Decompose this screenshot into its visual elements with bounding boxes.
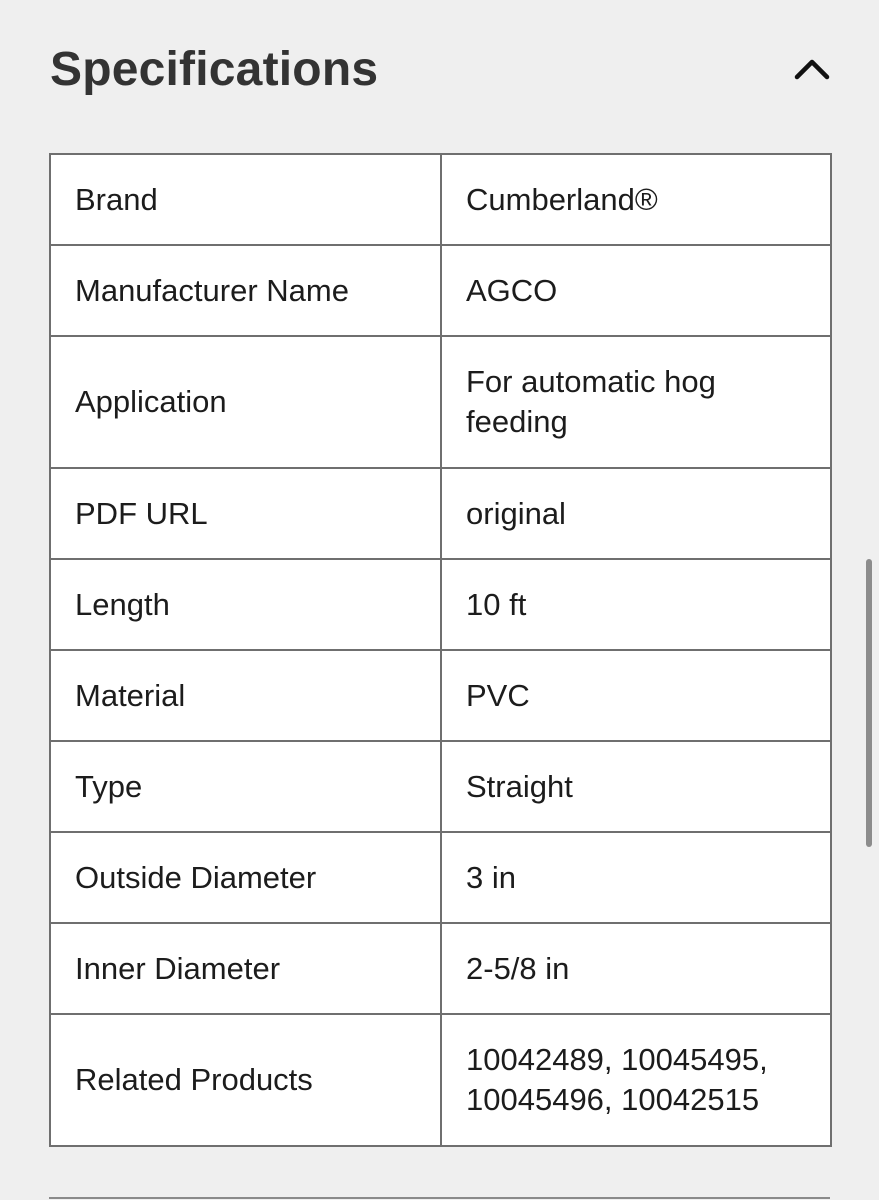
table-row (50, 245, 831, 336)
spec-value: 3 in (441, 832, 831, 923)
spec-label: Application (50, 336, 441, 468)
spec-value: 2-5/8 in (441, 923, 831, 1014)
section-title: Specifications (50, 42, 379, 96)
table-row (50, 923, 831, 1014)
specifications-section-header[interactable] (50, 34, 830, 104)
spec-label: Material (50, 650, 441, 741)
spec-label: PDF URL (50, 468, 441, 559)
table-row (50, 336, 831, 468)
spec-value: 10 ft (441, 559, 831, 650)
spec-label: Outside Diameter (50, 832, 441, 923)
spec-value: Cumberland® (441, 154, 831, 245)
spec-label: Length (50, 559, 441, 650)
table-row (50, 650, 831, 741)
spec-value: PVC (441, 650, 831, 741)
chevron-up-icon[interactable] (792, 49, 832, 89)
spec-label: Related Products (50, 1014, 441, 1146)
spec-label: Brand (50, 154, 441, 245)
spec-value: Straight (441, 741, 831, 832)
scrollbar-thumb[interactable] (866, 559, 872, 847)
spec-value: 10042489, 10045495, 10045496, 10042515 (441, 1014, 831, 1146)
table-row (50, 154, 831, 245)
table-row (50, 832, 831, 923)
table-row (50, 468, 831, 559)
spec-value: AGCO (441, 245, 831, 336)
section-divider (49, 1197, 830, 1199)
spec-value: original (441, 468, 831, 559)
spec-label: Type (50, 741, 441, 832)
spec-label: Inner Diameter (50, 923, 441, 1014)
spec-value: For automatic hog feeding (441, 336, 831, 468)
table-row (50, 741, 831, 832)
spec-label: Manufacturer Name (50, 245, 441, 336)
table-row (50, 559, 831, 650)
table-row (50, 1014, 831, 1146)
specifications-table (49, 153, 832, 1147)
